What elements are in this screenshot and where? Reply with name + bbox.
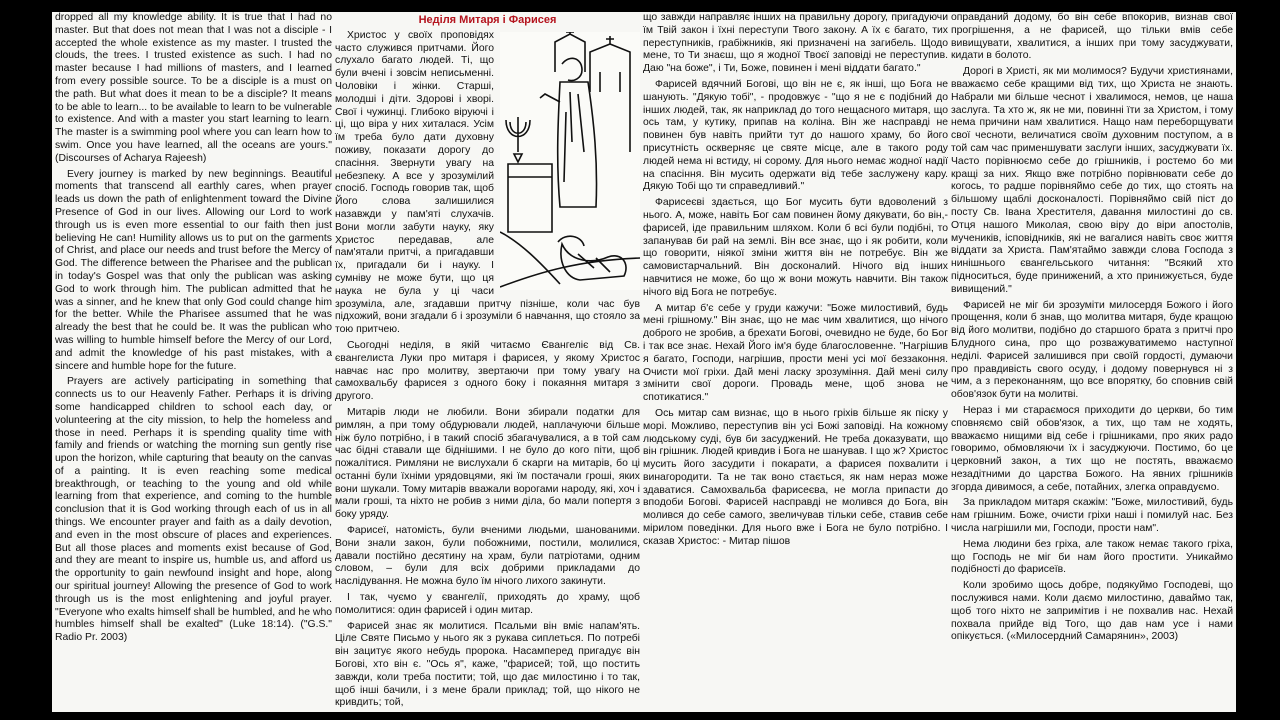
paragraph: Prayers are actively participating in something that connects us to our Heavenly Father. Perhaps it is driving some handicapped children to school each day, or volunteering at the city mission, to help the homeless and those in need. Perhaps it is spending quality time with family and friends or watching the morning sun gently rise upon the horizon, while capturing that beauty on the canvas of a painting. It is even reaching some medical breakthrough, or teaching to the young and old while learning from that experience, and coming to the humble conclusion that it is God working through each of us in all things. We encounter prayer and faith as a daily devotion, and even in the most obscure of places and experiences. But all those places and moments exist because of God, and they are meant to inspire us, humble us, and afford us the opportunity to gain newfound insight and hope, along our spiritual journey! Allowing the presence of God to work through us is the most enlightening and joyful prayer. "Everyone who exalts himself shall be humbled, and he who humbles himself shall be exalted" (Luke 18:14). ("G.S." Radio Pr. 2003) (55, 376, 332, 644)
paragraph: Нема людини без гріха, але також немає такого гріха, що Господь не міг би нам його простити. Уникаймо подібності до фарисеїв. (951, 538, 1233, 576)
ukrainian-column-1 (332, 12, 643, 712)
paragraph: За прикладом митаря скажім: "Боже, милостивий, будь нам грішним. Боже, очисти гріхи наші і помилуй нас. Без числа нагрішили ми, Господи, прости нам". (951, 497, 1233, 535)
paragraph: Нераз і ми стараємося приходити до церкви, бо тим сповняємо свій обов'язок, а тих, що там не ходять, вважаємо нищими від себе і грішниками, про яких радо говоримо, обмовляючи їх і засуджуючи. Постимо, бо це церковний закон, а тих що не постять, вважаємо незадітними до царства Божого. На явних грішників згорда дивимося, а себе, потайних, злегка оправдуємо. (951, 404, 1233, 493)
icon-drawing (500, 32, 640, 290)
paragraph: Коли зробимо щось добре, подякуймо Господеві, що послужився нами. Коли даємо милостиню, даваймо так, щоб того ніхто не запримітив і не похвалив нас. Нехай похвала прийде від Того, що дав нам усе і нами опікується. («Милосердний Самарянин», 2003) (951, 580, 1233, 643)
ukrainian-column-2 (640, 12, 951, 712)
paragraph: І так, чуємо у євангелії, приходять до храму, щоб помолитися: один фарисей і один митар. (335, 592, 640, 616)
paragraph: Фарисей вдячний Богові, що він не є, як інші, що Бога не шанують. "Дякую тобі", - продовжує - "що я не є подібний до інших людей, так, як наприклад до того нещасного митаря, що ось там, у кутику, припав на коліна. Він же насправді не повинен був навіть прийти тут до нашого храму, бо його присутність оскверняє це святе місце, але в такого роду людей нема ні встиду, ні сорому. Для нього немає жодної надії на спасіння. Він мусить одержати від тебе заслужену кару. Дякую Тобі що ти справедливий." (643, 78, 948, 193)
ukrainian-column-3 (948, 12, 1236, 712)
paragraph: Фарисей знає як молитися. Псальми він вміє напам'ять. Ціле Святе Письмо у нього як з рукава сиплеться. По потребі він зацитує якого небудь пророка. Насамперед пригадує він Богові, хто він є. "Ось я", каже, "фарисей; той, що постить завжди, коли треба постити; той, що дає милостиню і то так, щоб інші бачили, і з мене брали приклад; той, що нікого не кривдить; той, (335, 620, 640, 709)
paragraph: Митарів люди не любили. Вони збирали податки для римлян, а при тому обдурювали людей, наплачуючи більше ніж було потрібно, і в такий спосіб збагачувалися, а в той сам час бідні ставали ще біднішими. І не було до кого піти, щоб пожалітися. Римляни не вислухали б скарги на митарів, бо ці останні були їхніми урядовцями, які їм постачали гроші, яких вони шукали. Тому митарів вважали ворогами народу, які, хоч і мали гроші, та ніхто не робив з ними діла, бо мали попертя з боку уряду. (335, 406, 640, 521)
paragraph: Сьогодні неділя, в якій читаємо Євангеліє від Св. євангелиста Луки про митаря і фарисея, у якому Христос навчає нас про молитву, звертаючи при тому увагу на самохвальбу фарисея з одного боку і покаяння митаря з другого. (335, 339, 640, 403)
paragraph: що завжди направляє інших на правильну дорогу, пригадуючи їм Твій закон і їхні переступи Твого закону. А їх є багато, тих переступників, грабіжників, які призначені на загибель. Щодо мене, то Ти знаєш, що я жодної Твоєї заповіді не переступив. Даю "на боже", і Ти, Боже, повинен і мені віддати багато." (643, 12, 948, 75)
paragraph: А митар б'є себе у груди кажучи: "Боже милостивий, будь мені грішному." Він знає, що не має чим хвалитися, що нічого доброго не зробив, а брехати Богові, очевидно не буде, бо Бог і так все знає. Нехай Його ім'я буде благословенне. "Нагрішив я багато, Господи, нагрішив, прости мені усі мої беззаконня. Очисти мої гріхи. Дай мені ласку зрозуміння. Дай мені силу змінити свої дороги. Провадь мене, щоб знова не спотикатися." (643, 302, 948, 404)
pharisee-publican-icon (500, 32, 640, 290)
paragraph: Фарисеєві здається, що Бог мусить бути вдоволений з нього. А, може, навіть Бог сам повинен йому дякувати, бо він,-фарисей, іде правильним шляхом. Коли б всі були подібні, то запанував би рай на землі. Він все знає, що і як робити, коли що говорити, ніякої зміни життя він не потребує. Він же самовистарчальний. Він досконалий. Нічого від інших навчитися не може, бо що ж вони можуть навчити. Він також нічого від Бога не потребує. (643, 197, 948, 298)
paragraph: Дорогі в Христі, як ми молимося? Будучи християнами, вважаємо себе кращими від тих, що Христа не знають. Набрали ми більше чеснот і хвалимося, немов, це наша заслуга. Та хто ж, як не ми, повинні їти за Христом, і тому нема причини нам хвалитися. Нащо нам переборщувати свої чесноти, величатися своїм духовним поступом, а в той сам час применшувати заслуги інших, засуджувати їх. Часто порівнюємо себе до грішників, і ростемо бо ми кращі за них. Якщо вже потрібно порівнювати себе до когось, то радше порівняймо себе до тих, що стоять на більшому щаблі досконалості. Порівняймо свій піст до посту Св. Івана Хрестителя, давання милостині до св. Отця нашого Миколая, свою віру до віри апостолів, мучеників, ісповідників, які не вагалися навіть своє життя віддати за Христа. Пам'ятаймо завжди слова Господа з нинішнього євангельського читання: "Всякий хто підноситься, буде принижений, а хто принижується, буде вивищений." (951, 66, 1233, 295)
paragraph: dropped all my knowledge ability. It is true that I had no master. But that does not mean that I was not a disciple - I accepted the whole existence as my master. I trusted the clouds, the trees. I trusted existence as such. I had no master because I had millions of masters, and I learned from every possible source. To be a disciple is a must on the path. But what does it mean to be a disciple? It means to be able to learn... to be available to learn to be vulnerable to existence. And with a master you start learning to learn. The master is a swimming pool where you can learn how to swim. Once you have learned, all the oceans are yours." (Discourses of Acharya Rajeesh) (55, 12, 332, 164)
paragraph: Фарисей не міг би зрозуміти милосердя Божого і його прощення, коли б знав, що молитва митаря, буде кращою від його молитви, подібно до старшого брата з притчі про Блудного сина, про що розважуватимемо наступної неділі. Фарисей залишився при своїй гордості, думаючи про правдивість свого осуду, і додому повернувся ні з чим, а з переконанням, що все впорятку, бо сповнив свій обов'язок бути на молитві. (951, 299, 1233, 401)
english-column (52, 12, 335, 712)
paragraph: Every journey is marked by new beginnings. Beautiful moments that transcend all earthly cares, when prayer leads us down the path of enlightenment toward the Divine Presence of God in our lives. Allowing our Lord to work through us is even more essential to our faith then just believing He can! Humility allows us to put on the garments of Christ, and place our needs and trust before the Mercy of God. The difference between the Pharisee and the publican in today's Gospel was that only the publican was asking God to work through him. The publican admitted that he was a sinner, and he knew that only God could change him for the better. While the Pharisee assumed that he was already the best that he could be. It was the publican who was willing to humble himself before the Mercy of our Lord, and admit the knowledge of his past mistakes, with a sincere and humble hope for the future. (55, 168, 332, 372)
paragraph: оправданий додому, бо він себе впокорив, визнав свої прогрішення, а не фарисей, що тільки вмів себе вивищувати, хвалитися, а інших при тому засуджувати, кидати в болото. (951, 12, 1233, 62)
paragraph: Христос у своїх проповідях часто служився притчами. Його слухало багато людей. Ті, що були вчені і зовсім неписьменні. Чоловіки і жінки. Старші, молодші і діти. Здорові і хворі. Свої і чужинці. Глибоко віруючі і ці, що віра у них хиталася. Усім їм треба було дати духовну поживу, показати дорогу до спасіння. Звернути увагу на небезпеку. А все у зрозумілий спосіб. Господь говорив так, щоб Його слова залишилися назавжди у пам'яті слухачів. Вони могли забути науку, яку Христос передавав, але пам'ятали притчі, а пригадавши їх, пригадали би і науку. І сумніву не може бути, що ця наука не була у ці часи зрозуміла, але, згадавши притчу пізніше, коли час був підхожий, вони згадали б і зрозуміли б навчання, що стояло за тою притчею. (335, 29, 640, 336)
paragraph: Фарисеї, натомість, були вченими людьми, шанованими. Вони знали закон, були побожними, постили, молилися, давали постійно десятину на храм, були патріотами, одним словом, – були для всіх добрими прикладами до наслідування. Не можна було їм нічого лихого закинути. (335, 525, 640, 588)
paragraph: Ось митар сам визнає, що в нього гріхів більше як піску у морі. Можливо, переступив він усі Божі заповіді. На кожному людському суді, був би засуджений. Не треба доказувати, що він грішник. Людей кривдив і Бога не шанував. І що ж? Христос мусить його засудити і покарати, а фарисея похвалити і винагородити. Та не так воно стається, як нам нераз може здаватися. Самохвальба фарисеєва, не могла припасти до вподоби Богові. Фарисей насправді не молився до Бога, він молився до себе самого, звеличував тільки себе, ставив себе мірилом поведінки. Для нього вже і Бога не було потрібно. І сказав Христос: - Митар пішов (643, 407, 949, 547)
article-title: Неділя Митаря і Фарисея (418, 14, 557, 26)
